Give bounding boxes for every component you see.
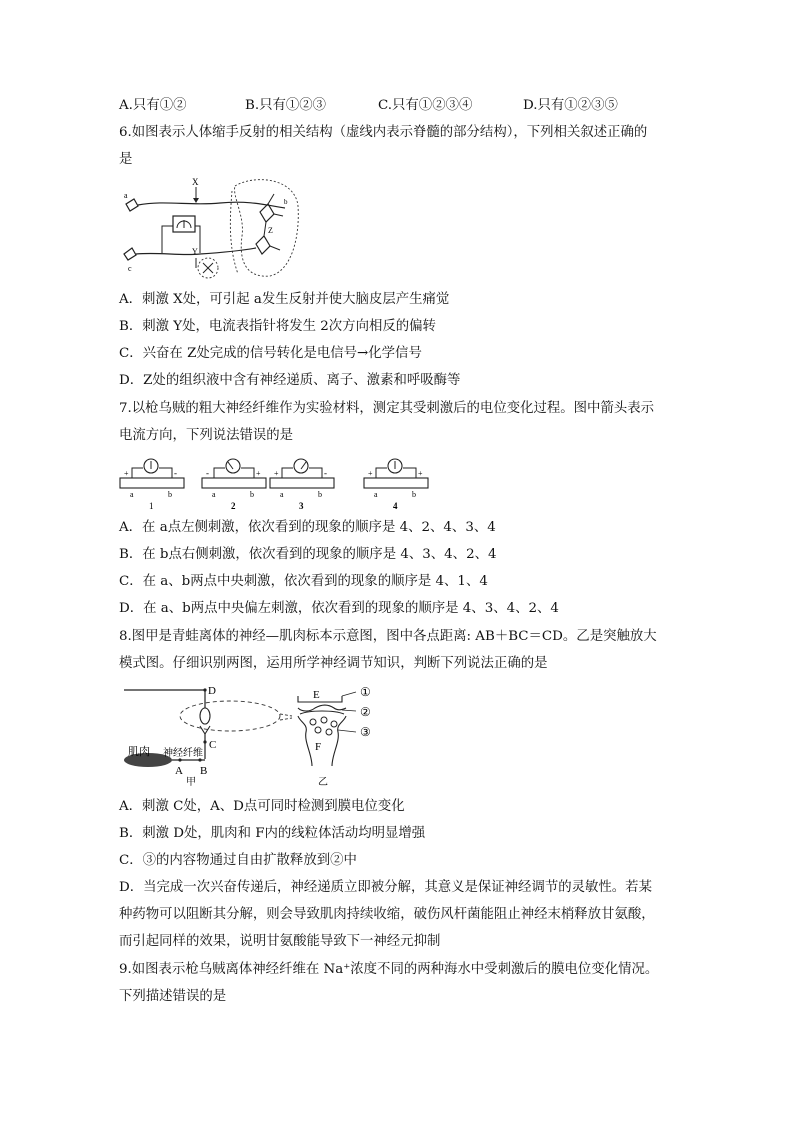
minus-sign: - — [324, 468, 327, 478]
question-6-option-a: A．刺激 X处，可引起 a发生反射并使大脑皮层产生痛觉 — [119, 292, 450, 307]
question-7-stem: 7.以枪乌贼的粗大神经纤维作为实验材料，测定其受刺激后的电位变化过程。图中箭头表示 — [119, 401, 655, 416]
question-8-option-d: D．当完成一次兴奋传递后，神经递质立即被分解，其意义是保证神经调节的灵敏性。若某 — [119, 880, 652, 895]
label-b: b — [412, 490, 416, 499]
question-9-stem-cont: 下列描述错误的是 — [119, 989, 227, 1004]
question-7-stem-cont: 电流方向，下列说法错误的是 — [119, 428, 294, 443]
question-8-option-b: B．刺激 D处，肌肉和 F内的线粒体活动均明显增强 — [119, 826, 426, 841]
panel-number-4: 4 — [393, 501, 398, 511]
label-a: a — [124, 191, 128, 200]
minus-sign: - — [206, 468, 209, 478]
label-e: E — [313, 689, 320, 701]
panel-1 — [120, 459, 184, 511]
plus-sign: + — [418, 469, 423, 478]
question-6-option-c: C．兴奋在 Z处完成的信号转化是电信号→化学信号 — [119, 346, 422, 361]
label-a: a — [130, 490, 134, 499]
minus-sign: - — [174, 468, 177, 478]
option-a: A.只有①② — [119, 98, 187, 113]
label-b: B — [200, 765, 208, 777]
question-8-stem: 8.图甲是青蛙离体的神经—肌肉标本示意图，图中各点距离: AB＋BC＝CD。乙是突触放大 — [119, 629, 657, 644]
plus-sign: + — [124, 469, 129, 478]
caption-jia: 甲 — [186, 777, 196, 788]
label-b: b — [318, 490, 322, 499]
label-y: Y — [192, 247, 198, 256]
label-b: b — [284, 198, 288, 206]
question-8-option-a: A．刺激 C处，A、D点可同时检测到膜电位变化 — [119, 799, 405, 814]
question-6-option-b: B．刺激 Y处，电流表指针将发生 2次方向相反的偏转 — [119, 319, 436, 334]
label-f: F — [315, 741, 322, 753]
label-a: a — [212, 490, 216, 499]
question-6-option-d: D．Z处的组织液中含有神经递质、离子、激素和呼吸酶等 — [119, 373, 461, 388]
option-c: C.只有①②③④ — [378, 98, 473, 113]
question-7-option-b: B．在 b点右侧刺激，依次看到的现象的顺序是 4、3、4、2、4 — [119, 547, 497, 562]
mark-1: ① — [360, 685, 371, 699]
question-8-option-d-cont-1: 种药物可以阻断其分解，则会导致肌肉持续收缩，破伤风杆菌能阻止神经末梢释放甘氨酸， — [119, 907, 655, 922]
label-c: C — [209, 739, 217, 751]
panel-number-3: 3 — [299, 501, 304, 511]
label-z: Z — [268, 226, 273, 235]
question-7-option-a: A．在 a点左侧刺激，依次看到的现象的顺序是 4、2、4、3、4 — [119, 520, 496, 535]
nerve-muscle-figure — [120, 682, 390, 792]
label-fiber: 神经纤维 — [163, 748, 203, 759]
label-b: b — [250, 490, 254, 499]
reflex-arc-figure — [120, 176, 300, 280]
question-7-option-c: C．在 a、b两点中央刺激，依次看到的现象的顺序是 4、1、4 — [119, 574, 488, 589]
label-x: X — [192, 177, 199, 187]
question-6-stem-cont: 是 — [119, 152, 133, 167]
mark-3: ③ — [360, 725, 371, 739]
question-6-stem: 6.如图表示人体缩手反射的相关结构（虚线内表示脊髓的部分结构），下列相关叙述正确的 — [119, 125, 648, 140]
label-c: c — [128, 264, 132, 273]
option-d: D.只有①②③⑤ — [523, 98, 618, 113]
panel-number-1: 1 — [149, 501, 154, 511]
galvanometer-panels-figure — [118, 452, 438, 512]
label-a: A — [175, 765, 183, 777]
label-b: b — [168, 490, 172, 499]
plus-sign: + — [368, 469, 373, 478]
label-d: D — [208, 685, 216, 697]
question-8-option-c: C．③的内容物通过自由扩散释放到②中 — [119, 853, 357, 868]
question-8-stem-cont: 模式图。仔细识别两图，运用所学神经调节知识，判断下列说法正确的是 — [119, 656, 548, 671]
label-muscle: 肌肉 — [128, 746, 150, 758]
panel-4 — [364, 459, 428, 511]
question-8-option-d-cont-2: 而引起同样的效果，说明甘氨酸能导致下一神经元抑制 — [119, 934, 441, 949]
plus-sign: + — [274, 469, 279, 478]
label-a: a — [280, 490, 284, 499]
option-b: B.只有①②③ — [245, 98, 327, 113]
panel-2 — [202, 459, 266, 511]
question-7-option-d: D．在 a、b两点中央偏左刺激，依次看到的现象的顺序是 4、3、4、2、4 — [119, 601, 559, 616]
mark-2: ② — [360, 705, 371, 719]
panel-3 — [270, 459, 334, 511]
panel-number-2: 2 — [231, 501, 236, 511]
caption-yi: 乙 — [318, 777, 328, 788]
label-a: a — [374, 490, 378, 499]
question-9-stem: 9.如图表示枪乌贼离体神经纤维在 Na⁺浓度不同的两种海水中受刺激后的膜电位变化情况。 — [119, 962, 659, 977]
plus-sign: + — [256, 469, 261, 478]
